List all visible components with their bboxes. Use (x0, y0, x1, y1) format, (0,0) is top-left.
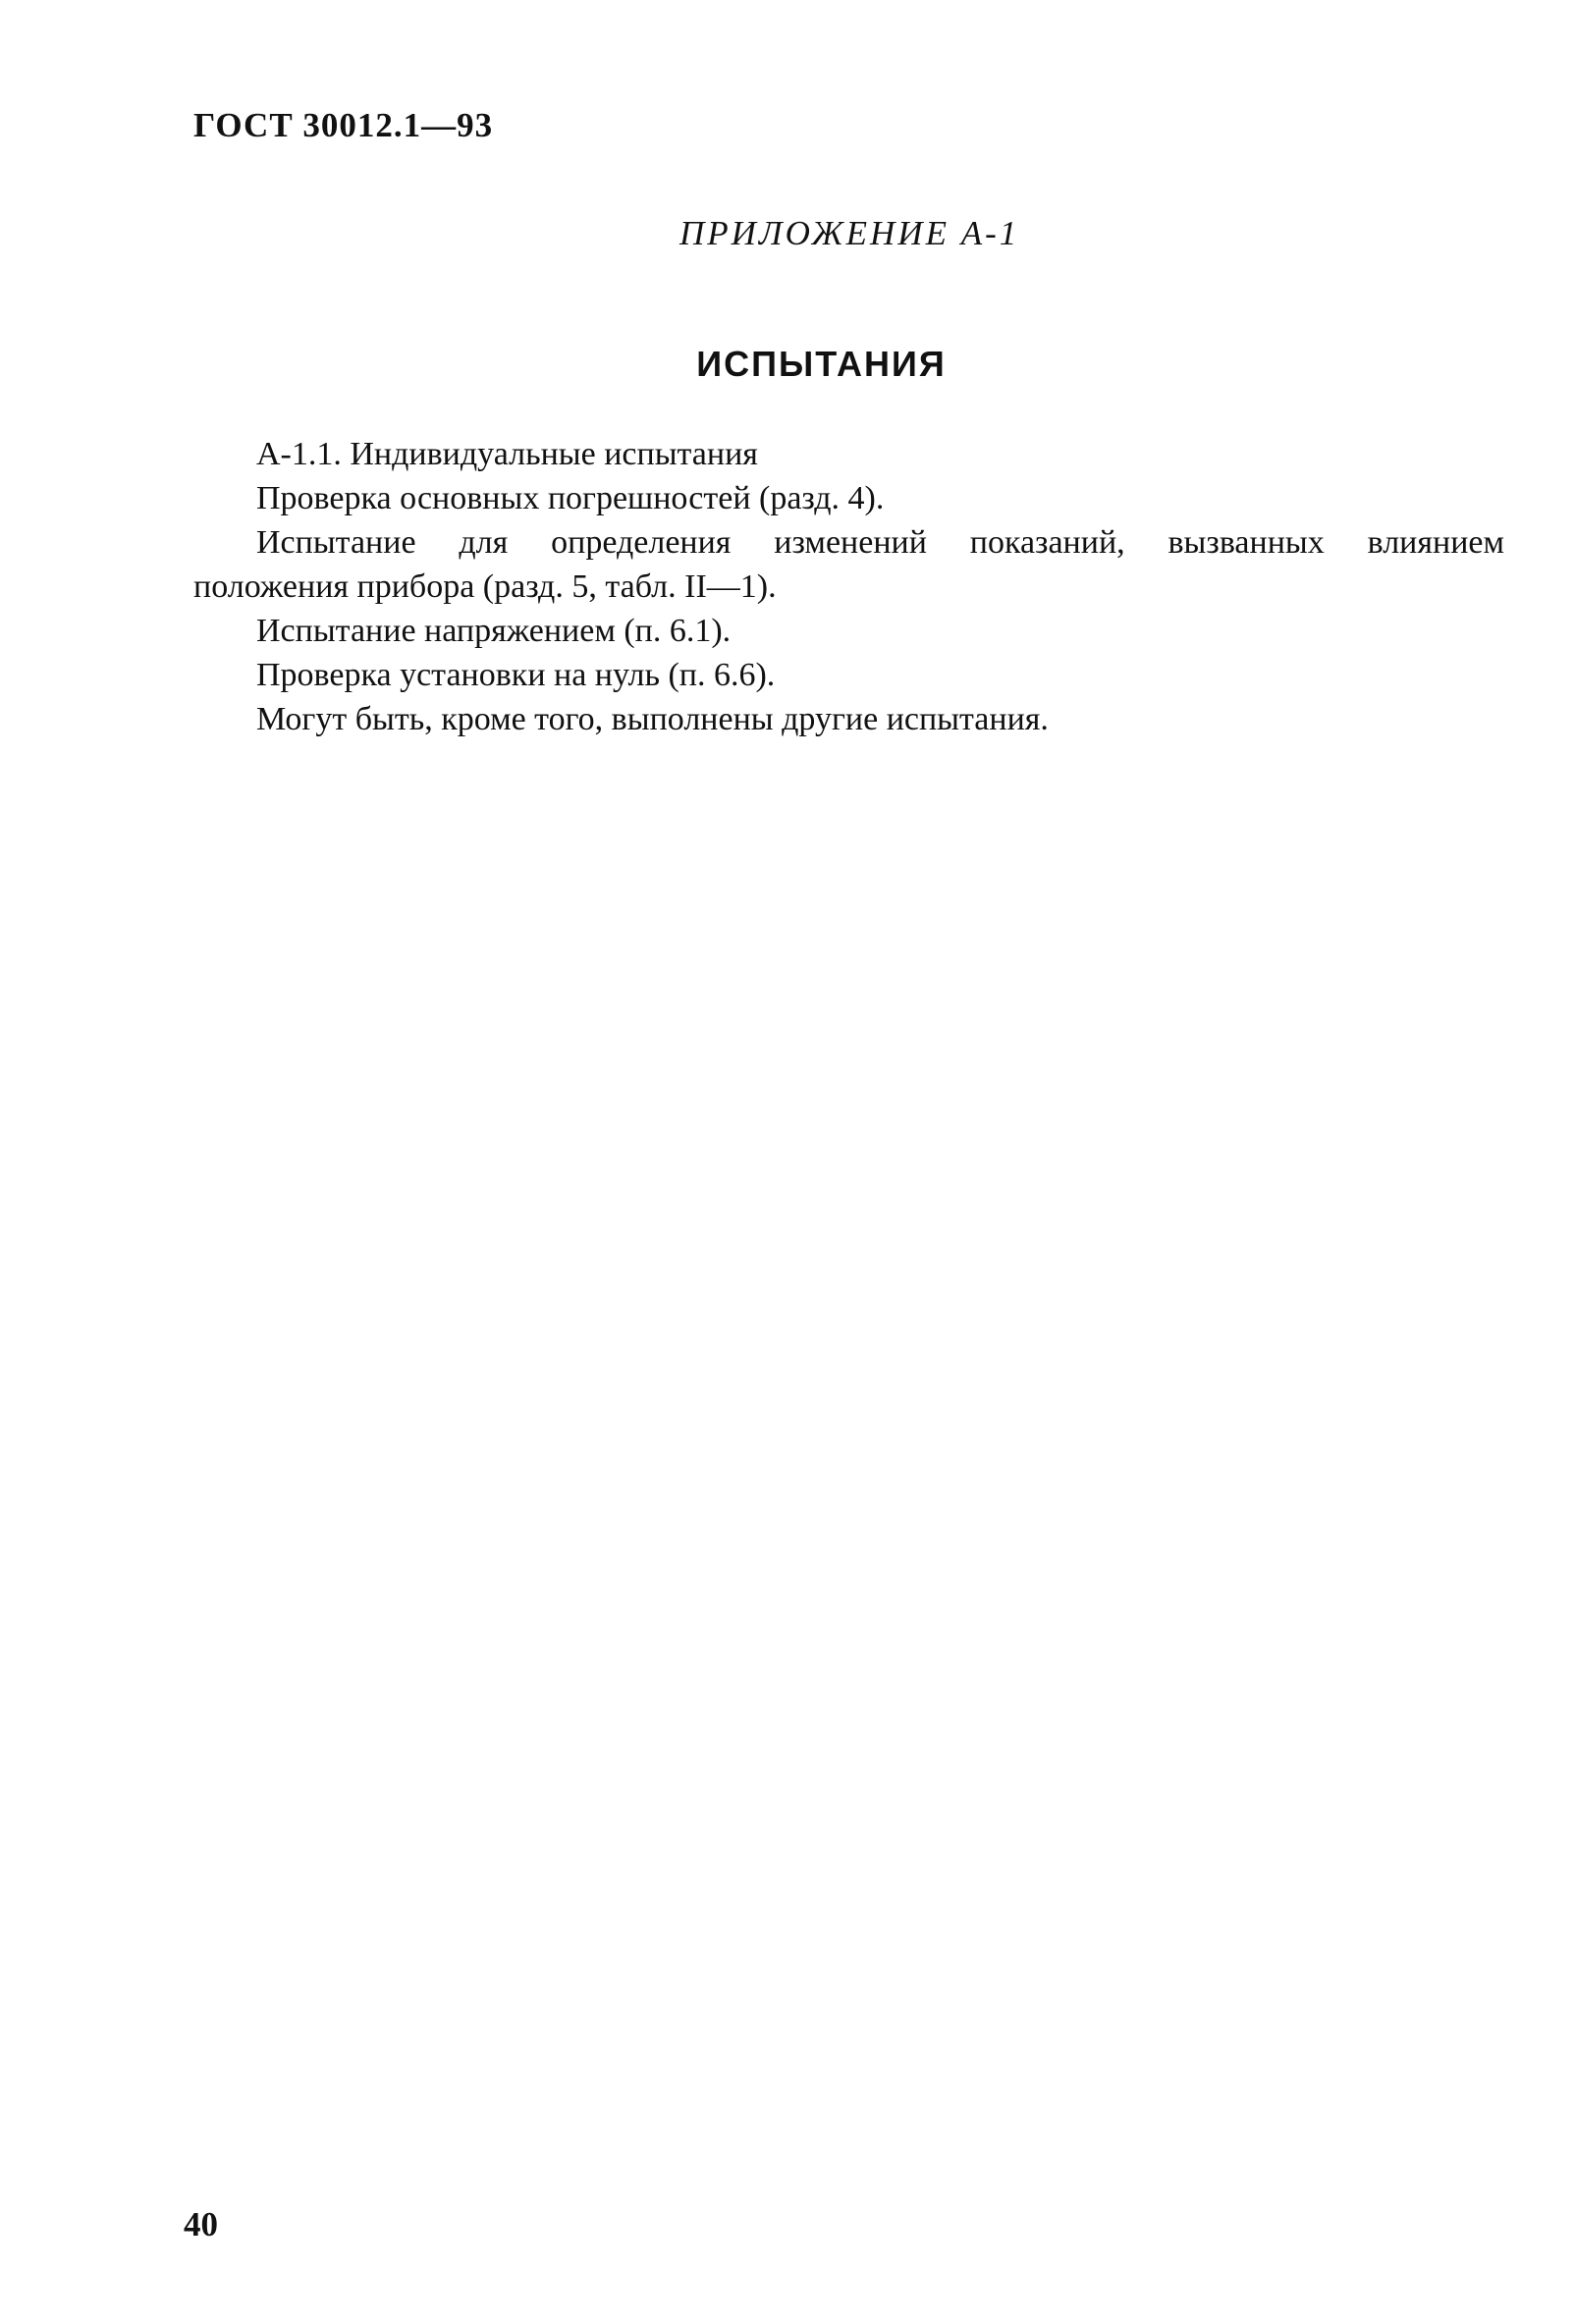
paragraph-zero-check: Проверка установки на нуль (п. 6.6). (256, 657, 776, 693)
paragraph-other-tests: Могут быть, кроме того, выполнены другие испытания. (256, 701, 1049, 737)
standard-designation: ГОСТ 30012.1—93 (193, 106, 494, 144)
paragraph-individual-tests: А-1.1. Индивидуальные испытания (256, 436, 758, 472)
paragraph-voltage-test: Испытание напряжением (п. 6.1). (256, 613, 732, 649)
paragraph-position-influence-continued: положения прибора (разд. 5, табл. II—1). (193, 568, 777, 605)
page-number: 40 (184, 2205, 218, 2243)
body-text (193, 432, 1504, 741)
section-title: ИСПЫТАНИЯ (696, 344, 947, 384)
paragraph-basic-errors: Проверка основных погрешностей (разд. 4). (256, 480, 885, 516)
paragraph-position-influence: Испытание для определения изменений показаний, вызванных влиянием (256, 524, 1504, 561)
appendix-label: ПРИЛОЖЕНИЕ А-1 (679, 214, 1020, 252)
